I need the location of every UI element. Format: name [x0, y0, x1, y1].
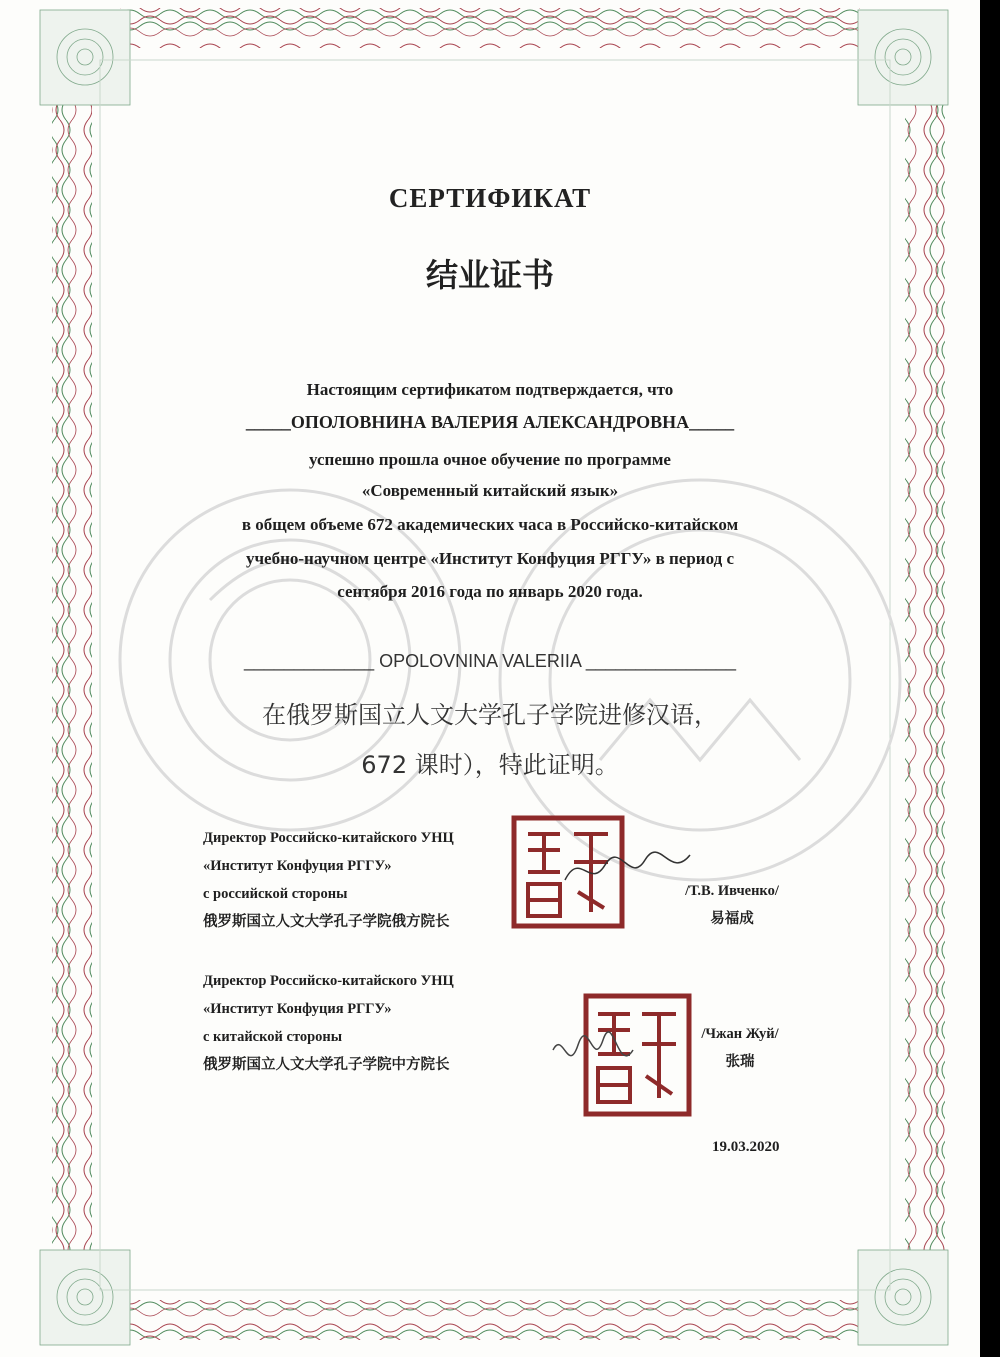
- body-line: в общем объеме 672 академических часа в Российско-китайском: [241, 515, 739, 534]
- period-line: сентября 2016 года по январь 2020 года.: [337, 582, 643, 601]
- recipient-name: _____ОПОЛОВНИНА ВАЛЕРИЯ АЛЕКСАНДРОВНА_____: [245, 412, 735, 432]
- signature-mark: [548, 1020, 638, 1090]
- role-line-chinese: 俄罗斯国立人文大学孔子学院中方院长: [203, 1057, 450, 1073]
- role-line: с китайской стороны: [203, 1029, 343, 1045]
- issue-date: 19.03.2020: [712, 1139, 780, 1155]
- role-line-chinese: 俄罗斯国立人文大学孔子学院俄方院长: [203, 914, 450, 930]
- signatory-role: [203, 967, 454, 1079]
- role-line: «Институт Конфуция РГГУ»: [203, 858, 392, 874]
- signatory-name-cn: 张瑞: [725, 1054, 755, 1070]
- program-name: «Современный китайский язык»: [361, 481, 619, 500]
- signatory-name-ru: /Чжан Жуй/: [701, 1026, 779, 1042]
- chinese-text-line: 在俄罗斯国立人文大学孔子学院进修汉语，: [262, 701, 718, 729]
- signatory-name: [672, 877, 792, 933]
- intro-text: Настоящим сертификатом подтверждается, что: [306, 380, 674, 399]
- chinese-text-line: 672 课时），特此证明。: [361, 751, 619, 779]
- role-line: «Институт Конфуция РГГУ»: [203, 1001, 392, 1017]
- body-line: успешно прошла очное обучение по программе: [309, 450, 671, 469]
- role-line: Директор Российско-китайского УНЦ: [203, 830, 454, 846]
- signatory-name-cn: 易福成: [710, 911, 754, 927]
- role-line: Директор Российско-китайского УНЦ: [203, 973, 454, 989]
- certificate-title: СЕРТИФИКАТ: [388, 183, 592, 213]
- signatory-name-ru: /Т.В. Ивченко/: [685, 883, 779, 899]
- recipient-name-latin: _____________ OPOLOVNINA VALERIIA _______________: [243, 651, 737, 671]
- body-line: учебно-научном центре «Институт Конфуция РГГУ» в период с: [245, 549, 735, 568]
- certificate-title-chinese: 结业证书: [425, 257, 554, 293]
- signatory-name: [690, 1020, 790, 1076]
- signatory-role: [203, 824, 454, 936]
- role-line: с российской стороны: [203, 886, 348, 902]
